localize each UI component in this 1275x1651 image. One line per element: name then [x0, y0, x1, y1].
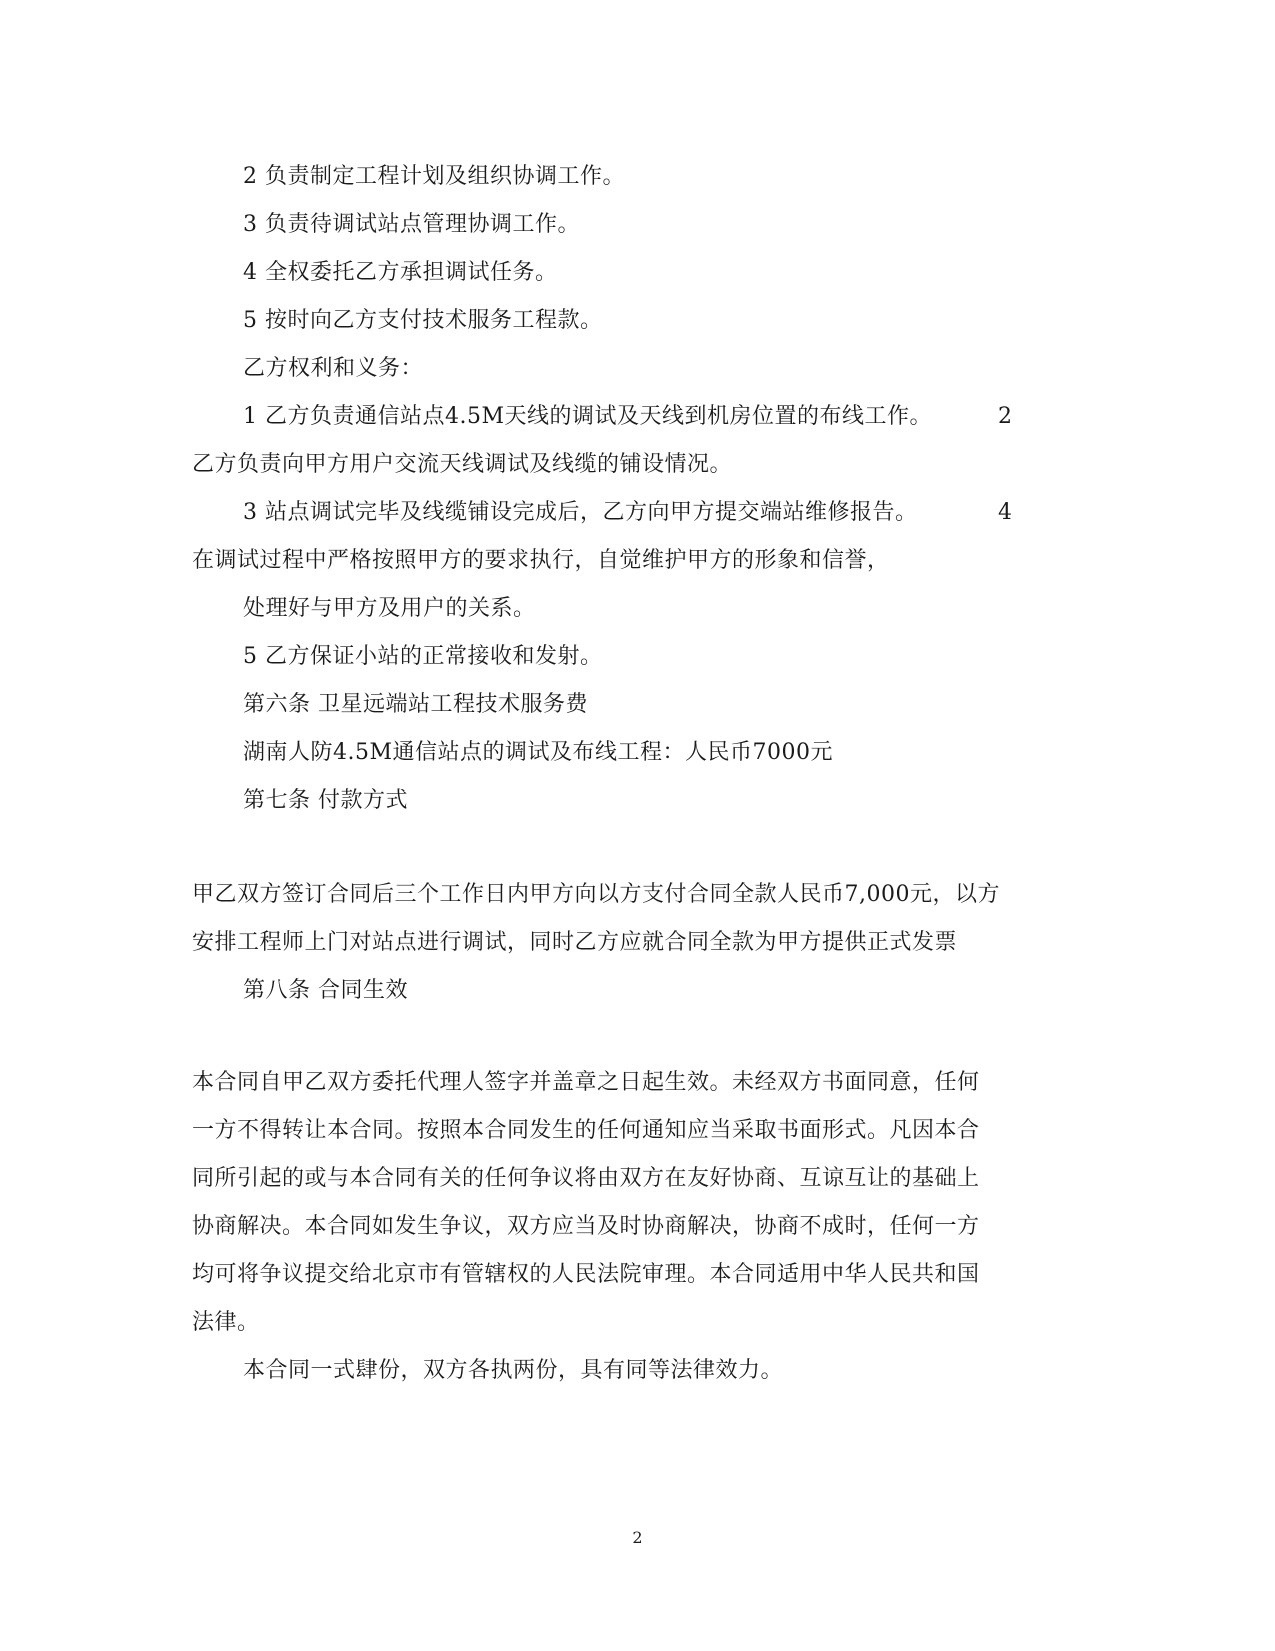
- text-line: 5 按时向乙方支付技术服务工程款。: [243, 308, 603, 333]
- text-line: 在调试过程中严格按照甲方的要求执行，自觉维护甲方的形象和信誉，: [192, 548, 890, 573]
- text-line: 1 乙方负责通信站点4.5M天线的调试及天线到机房位置的布线工作。: [243, 404, 933, 429]
- text-line: 甲乙双方签订合同后三个工作日内甲方向以方支付合同全款人民币7,000元，以方: [192, 882, 1000, 907]
- article-heading: 第七条 付款方式: [243, 788, 408, 813]
- text-line: 处理好与甲方及用户的关系。: [243, 596, 536, 621]
- text-line: 本合同自甲乙双方委托代理人签字并盖章之日起生效。未经双方书面同意，任何: [192, 1070, 980, 1095]
- article-heading: 第六条 卫星远端站工程技术服务费: [243, 692, 588, 717]
- text-line: 本合同一式肆份，双方各执两份，具有同等法律效力。: [243, 1358, 784, 1383]
- list-number: 2: [998, 404, 1012, 429]
- text-line: 3 负责待调试站点管理协调工作。: [243, 212, 580, 237]
- list-number: 4: [998, 500, 1012, 525]
- page-number: 2: [632, 1528, 643, 1547]
- text-line: 5 乙方保证小站的正常接收和发射。: [243, 644, 603, 669]
- text-line: 一方不得转让本合同。按照本合同发生的任何通知应当采取书面形式。凡因本合: [192, 1118, 980, 1143]
- text-line: 湖南人防4.5M通信站点的调试及布线工程：人民币7000元: [243, 740, 834, 765]
- article-heading: 第八条 合同生效: [243, 978, 408, 1003]
- text-line: 乙方负责向甲方用户交流天线调试及线缆的铺设情况。: [192, 452, 733, 477]
- text-line: 法律。: [192, 1310, 260, 1335]
- text-line: 2 负责制定工程计划及组织协调工作。: [243, 164, 625, 189]
- section-heading: 乙方权利和义务：: [243, 356, 424, 381]
- text-line: 同所引起的或与本合同有关的任何争议将由双方在友好协商、互谅互让的基础上: [192, 1166, 980, 1191]
- text-line: 协商解决。本合同如发生争议，双方应当及时协商解决，协商不成时，任何一方: [192, 1214, 980, 1239]
- text-line: 4 全权委托乙方承担调试任务。: [243, 260, 558, 285]
- text-line: 安排工程师上门对站点进行调试，同时乙方应就合同全款为甲方提供正式发票: [192, 930, 958, 955]
- text-line: 均可将争议提交给北京市有管辖权的人民法院审理。本合同适用中华人民共和国: [192, 1262, 980, 1287]
- text-line: 3 站点调试完毕及线缆铺设完成后，乙方向甲方提交端站维修报告。: [243, 500, 918, 525]
